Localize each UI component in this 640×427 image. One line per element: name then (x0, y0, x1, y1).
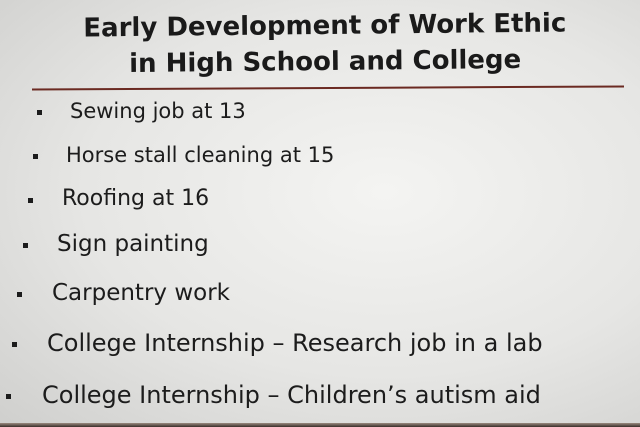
bullet-item (52, 280, 230, 306)
bullet-text: College Internship – Research job in a lab (47, 329, 543, 357)
screen-bottom-edge (0, 423, 640, 427)
bullet-item (62, 186, 209, 211)
bullet-text: Roofing at 16 (62, 186, 210, 211)
bullet-item (42, 381, 541, 409)
bullet-item (57, 231, 209, 257)
title-line-2: in High School and College (129, 44, 522, 80)
bullet-icon (33, 154, 38, 159)
bullet-icon (6, 394, 11, 399)
bullet-text: College Internship – Children’s autism aid (42, 381, 541, 409)
bullet-item (47, 329, 543, 357)
bullet-icon (28, 198, 33, 203)
bullet-item (70, 99, 246, 123)
bullet-icon (37, 110, 42, 115)
bullet-icon (12, 342, 17, 347)
bullet-icon (17, 292, 22, 297)
bullet-icon (23, 243, 28, 248)
bullet-text: Sign painting (57, 231, 209, 257)
title-line-1: Early Development of Work Ethic (83, 8, 567, 44)
bullet-text: Horse stall cleaning at 15 (66, 143, 335, 167)
bullet-item (66, 143, 334, 167)
bullet-text: Sewing job at 13 (70, 99, 246, 123)
bullet-text: Carpentry work (52, 280, 230, 306)
